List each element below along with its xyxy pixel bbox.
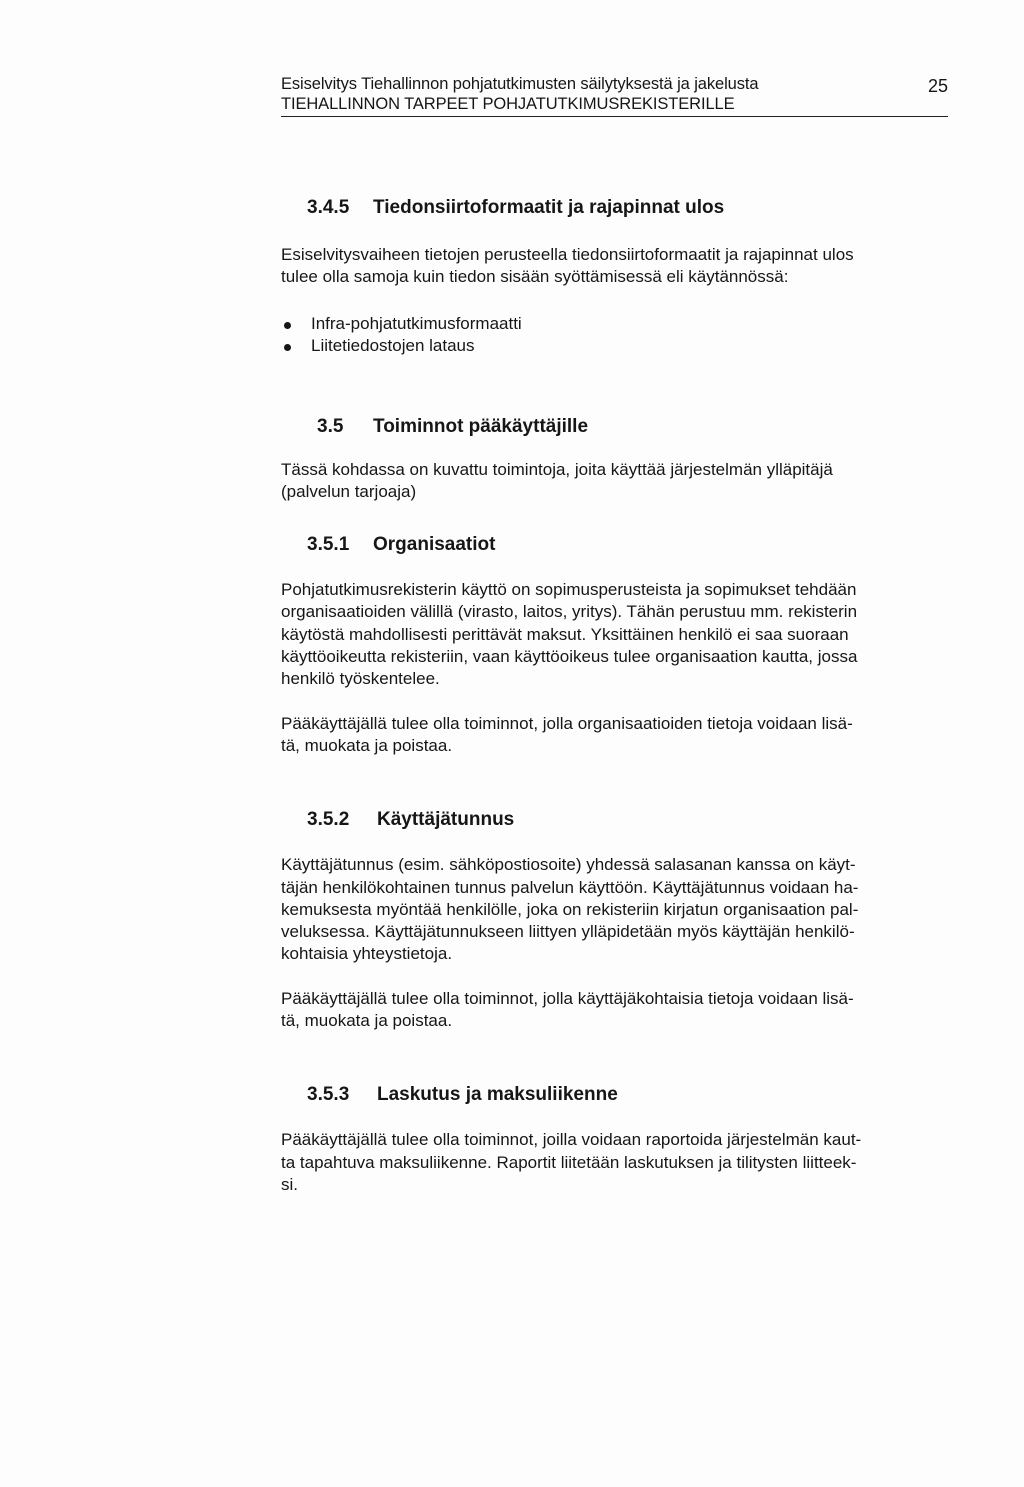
header-document-title: Esiselvitys Tiehallinnon pohjatutkimusten säilytyksestä ja jakelusta (281, 75, 759, 93)
heading-number: 3.5 (317, 415, 344, 437)
section-3-5-2-paragraph-2 (281, 988, 948, 1033)
page-number: 25 (927, 76, 948, 96)
paragraph-line: henkilö työskentelee. (281, 669, 440, 689)
heading-3-5-2 (307, 808, 948, 832)
list-item (281, 335, 948, 358)
section-3-5-1-paragraph-2 (281, 713, 948, 758)
paragraph-line: organisaatioiden välillä (virasto, laitos, yritys). Tähän perustuu mm. rekisterin (281, 602, 858, 622)
paragraph-line: Pohjatutkimusrekisterin käyttö on sopimusperusteista ja sopimukset tehdään (281, 580, 857, 600)
section-3-4-5-paragraph (281, 244, 948, 289)
heading-title: Tiedonsiirtoformaatit ja rajapinnat ulos (373, 197, 725, 218)
heading-3-5-1 (307, 533, 948, 557)
heading-title: Toiminnot pääkäyttäjille (373, 415, 589, 437)
paragraph-line: Esiselvitysvaiheen tietojen perusteella tiedonsiirtoformaatit ja rajapinnat ulos (281, 245, 854, 264)
header-chapter-title: TIEHALLINNON TARPEET POHJATUTKIMUSREKISTERILLE (281, 95, 735, 113)
heading-3-4-5 (307, 196, 948, 220)
paragraph-line: tä, muokata ja poistaa. (281, 1011, 453, 1031)
paragraph-line: Pääkäyttäjällä tulee olla toiminnot, joilla voidaan raportoida järjestelmän kaut- (281, 1130, 862, 1150)
section-3-5-2-paragraph-1 (281, 854, 948, 965)
heading-title: Laskutus ja maksuliikenne (377, 1084, 618, 1106)
section-3-5-paragraph (281, 459, 948, 504)
heading-number: 3.5.3 (307, 1084, 350, 1106)
section-3-5-3-paragraph (281, 1129, 948, 1196)
bullet-icon (284, 322, 291, 329)
paragraph-line: Tässä kohdassa on kuvattu toimintoja, joita käyttää järjestelmän ylläpitäjä (281, 459, 833, 479)
paragraph-line: ta tapahtuva maksuliikenne. Raportit liitetään laskutuksen ja tilitysten liitteek- (281, 1152, 857, 1172)
list-item-text: Liitetiedostojen lataus (311, 336, 475, 356)
paragraph-line: käytöstä mahdollisesti perittävät maksut. Yksittäinen henkilö ei saa suoraan (281, 624, 849, 644)
bullet-list (281, 313, 948, 358)
heading-number: 3.5.1 (307, 534, 350, 556)
bullet-icon (284, 344, 291, 351)
paragraph-line: kemuksesta myöntää henkilölle, joka on rekisteriin kirjatun organisaation pal- (281, 899, 859, 919)
paragraph-line: Pääkäyttäjällä tulee olla toiminnot, jolla organisaatioiden tietoja voidaan lisä- (281, 713, 853, 733)
paragraph-line: täjän henkilökohtainen tunnus palvelun käyttöön. Käyttäjätunnus voidaan ha- (281, 877, 859, 897)
list-item (281, 313, 948, 336)
paragraph-line: Käyttäjätunnus (esim. sähköpostiosoite) yhdessä salasanan kanssa on käyt- (281, 855, 856, 875)
paragraph-line: tulee olla samoja kuin tiedon sisään syöttämisessä eli käytännössä: (281, 267, 789, 287)
paragraph-line: si. (281, 1174, 298, 1194)
heading-number: 3.4.5 (307, 197, 350, 218)
paragraph-line: (palvelun tarjoaja) (281, 481, 417, 501)
heading-title: Organisaatiot (373, 534, 496, 556)
paragraph-line: tä, muokata ja poistaa. (281, 735, 453, 755)
paragraph-line: käyttöoikeutta rekisteriin, vaan käyttöoikeus tulee organisaation kautta, jossa (281, 647, 858, 667)
heading-3-5 (317, 415, 948, 439)
page-header (281, 74, 948, 117)
page-content (281, 196, 948, 1196)
heading-number: 3.5.2 (307, 809, 350, 831)
heading-title: Käyttäjätunnus (377, 809, 515, 831)
paragraph-line: kohtaisia yhteystietoja. (281, 944, 453, 964)
paragraph-line: Pääkäyttäjällä tulee olla toiminnot, jolla käyttäjäkohtaisia tietoja voidaan lisä- (281, 988, 854, 1008)
section-3-5-1-paragraph-1 (281, 579, 948, 690)
list-item-text: Infra-pohjatutkimusformaatti (311, 313, 522, 333)
heading-3-5-3 (307, 1083, 948, 1107)
paragraph-line: veluksessa. Käyttäjätunnukseen liittyen ylläpidetään myös käyttäjän henkilö- (281, 922, 855, 942)
